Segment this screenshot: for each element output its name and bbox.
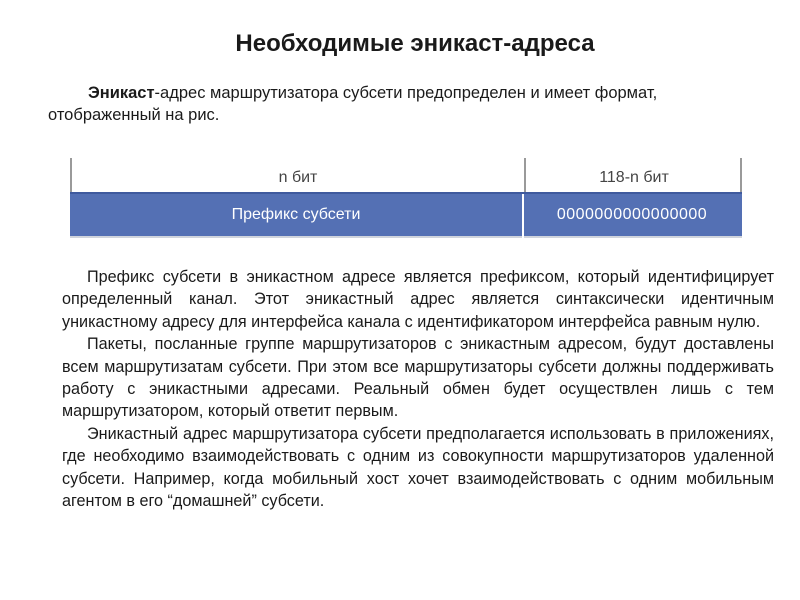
intro-bold-term: Эникаст	[88, 84, 155, 102]
intro-text	[48, 82, 728, 126]
slide-title: Необходимые эникаст-адреса	[235, 30, 595, 57]
address-format-diagram	[70, 158, 742, 242]
intro-rest: -адрес маршрутизатора субсети предопределен и имеет формат, отображенный на рис.	[48, 84, 658, 124]
subnet-prefix-field: Префикс субсети	[231, 206, 361, 223]
paragraph-delivery: Пакеты, посланные группе маршрутизаторов с эникастным адресом, будут доставлены всем маршрутизатам субсети. При этом все маршрутизаторы субсети должны поддерживать работу с эникастными адресами. Реальный обмен будет осуществлен лишь с тем маршрутизатором, который ответит первым.	[62, 335, 774, 421]
paragraph-usage: Эникастный адрес маршрутизатора субсети предполагается использовать в приложениях, где необходимо взаимодействовать с одним из совокупности маршрутизаторов удаленной субсети. Например, когда мобильный хост хочет взаимодействовать с одним мобильным агентом в его “домашней” субсети.	[62, 424, 774, 511]
body-text	[62, 266, 774, 512]
zero-length-label: 118-n бит	[599, 169, 669, 186]
diagram-field-row	[70, 192, 742, 238]
zero-bits-field: 0000000000000000	[556, 206, 708, 223]
prefix-length-label: n бит	[278, 169, 318, 186]
paragraph-prefix: Префикс субсети в эникастном адресе является префиксом, который идентифицирует определенный канал. Этот эникастный адрес является синтаксически идентичным уникастному адресу для интерфейса канала с идентификатором интерфейса равным нулю.	[62, 268, 774, 331]
